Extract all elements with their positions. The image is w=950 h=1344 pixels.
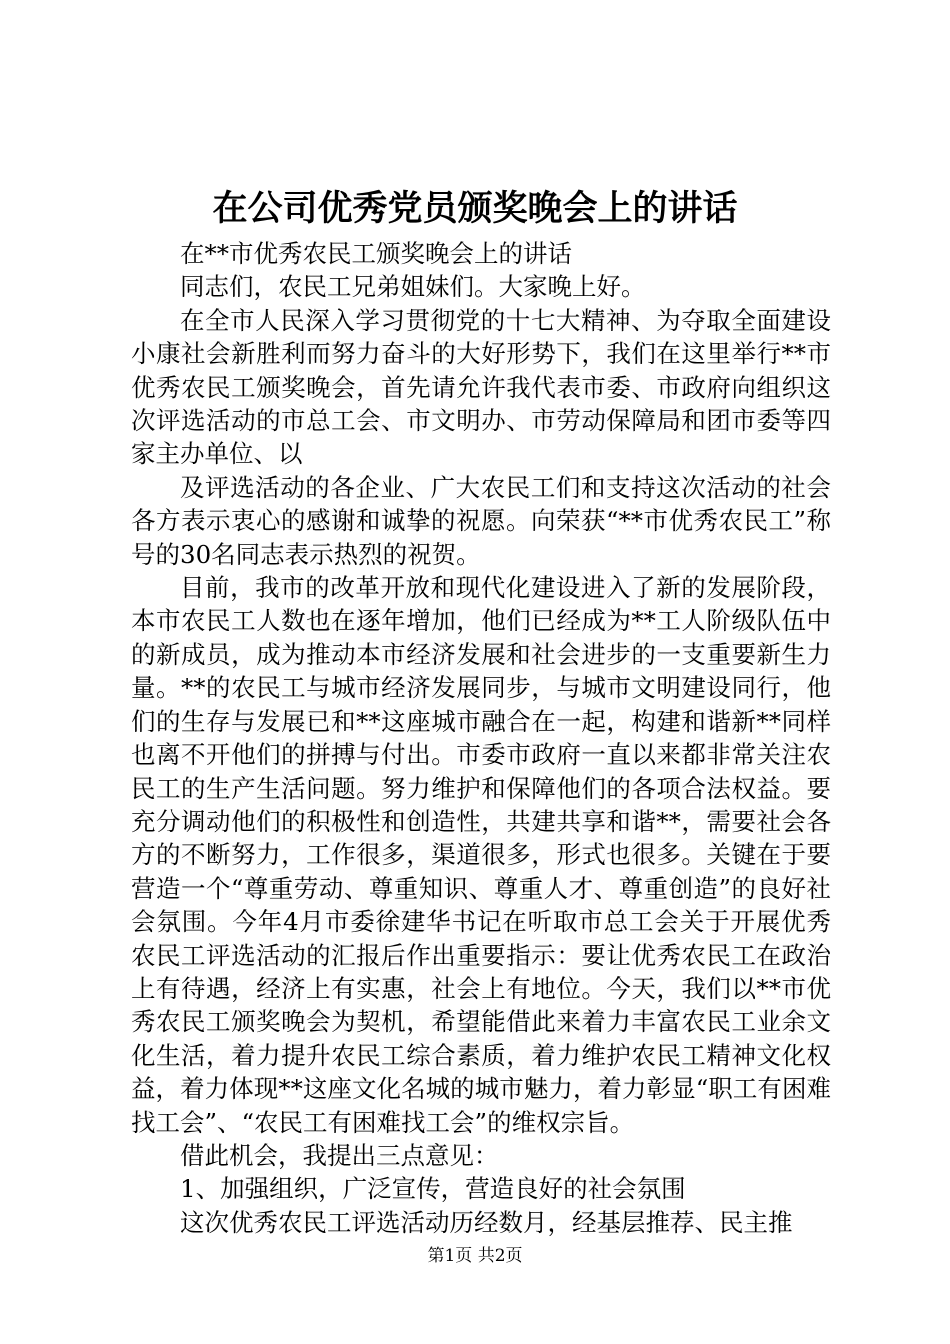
paragraph: 目前，我市的改革开放和现代化建设进入了新的发展阶段，本市农民工人数也在逐年增加，他们已经成为**工人阶级队伍中的新成员，成为推动本市经济发展和社会进步的一支重要新生力量。**的农民工与城市经济发展同步，与城市文明建设同行，他们的生存与发展已和**这座城市融合在一起，构建和谐新**同样也离不开他们的拼搏与付出。市委市政府一直以来都非常关注农民工的生产生活问题。努力维护和保障他们的各项合法权益。要充分调动他们的积极性和创造性，共建共享和谐**，需要社会各方的不断努力，工作很多，渠道很多，形式也很多。关键在于要营造一个“尊重劳动、尊重知识、尊重人才、尊重创造”的良好社会氛围。今年4月市委徐建华书记在听取市总工会关于开展优秀农民工评选活动的汇报后作出重要指示：要让优秀农民工在政治上有待遇，经济上有实惠，社会上有地位。今天，我们以**市优秀农民工颁奖晚会为契机，希望能借此来着力丰富农民工业余文化生活，着力提升农民工综合素质，着力维护农民工精神文化权益，着力体现**这座文化名城的城市魅力，着力彰显“职工有困难找工会”、“农民工有困难找工会”的维权宗旨。 (131, 573, 831, 1137)
document-body (131, 237, 831, 1239)
paragraph-greeting: 同志们，农民工兄弟姐妹们。大家晚上好。 (180, 272, 646, 302)
paragraph: 这次优秀农民工评选活动历经数月，经基层推荐、民主推 (180, 1207, 793, 1237)
paragraph: 及评选活动的各企业、广大农民工们和支持这次活动的社会各方表示衷心的感谢和诚挚的祝愿。向荣获“**市优秀农民工”称号的30名同志表示热烈的祝贺。 (131, 472, 831, 569)
paragraph: 在全市人民深入学习贯彻党的十七大精神、为夺取全面建设小康社会新胜利而努力奋斗的大好形势下，我们在这里举行**市优秀农民工颁奖晚会，首先请允许我代表市委、市政府向组织这次评选活动的市总工会、市文明办、市劳动保障局和团市委等四家主办单位、以 (131, 305, 831, 469)
paragraph: 借此机会，我提出三点意见： (180, 1140, 499, 1170)
paragraph-subtitle: 在**市优秀农民工颁奖晚会上的讲话 (180, 239, 572, 268)
section-heading: 1、加强组织，广泛宣传，营造良好的社会氛围 (180, 1174, 686, 1204)
document-title: 在公司优秀党员颁奖晚会上的讲话 (212, 188, 738, 229)
page-footer: 第1页 共2页 (427, 1246, 523, 1266)
